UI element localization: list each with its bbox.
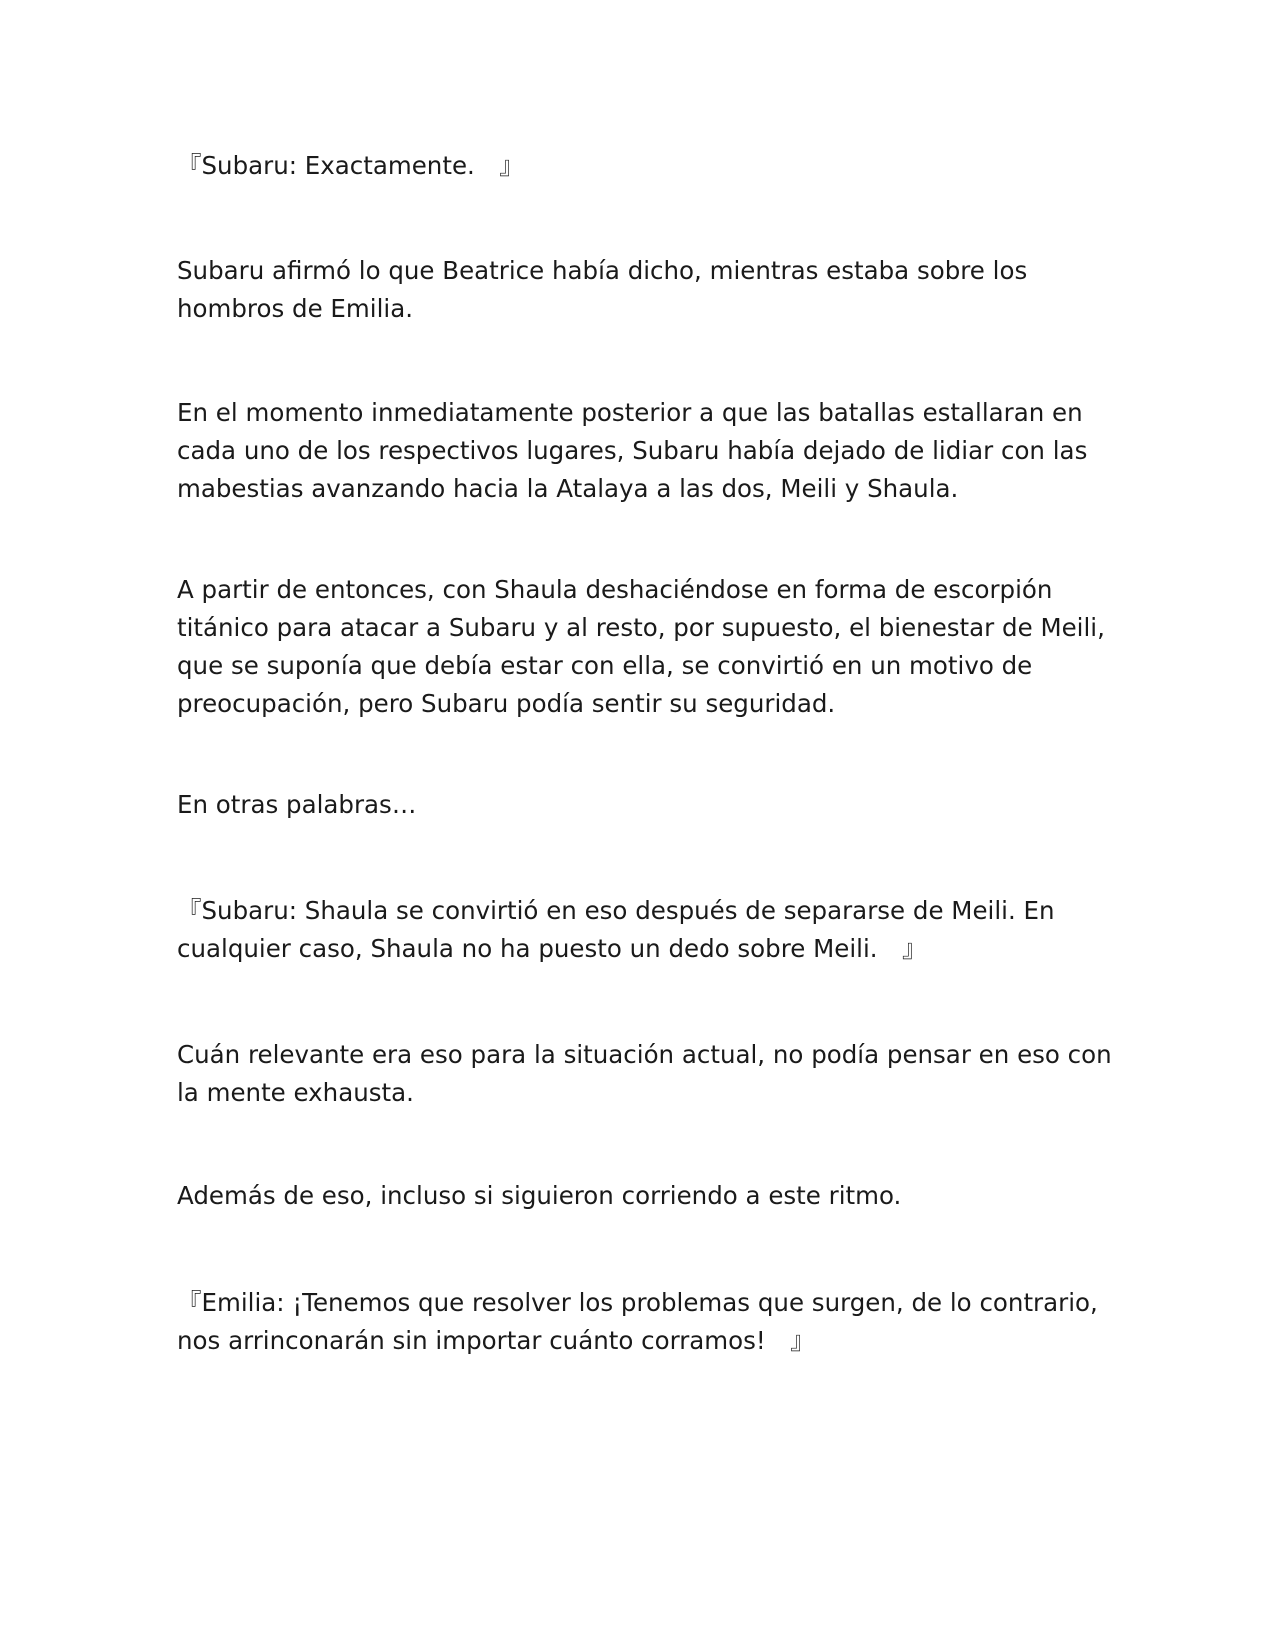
paragraph-dialogue-subaru-2: 『Subaru: Shaula se convirtió en eso después de separarse de Meili. En cualquier caso, Shaula no ha puesto un dedo sobre Meili. 』 (177, 896, 1055, 963)
paragraph-dialogue-subaru-1: 『Subaru: Exactamente. 』 (177, 151, 524, 180)
paragraph-narration-1: Subaru afirmó lo que Beatrice había dicho, mientras estaba sobre los hombros de Emilia. (177, 256, 1028, 323)
paragraph-narration-6: Además de eso, incluso si siguieron corriendo a este ritmo. (177, 1181, 902, 1210)
paragraph-narration-2: En el momento inmediatamente posterior a que las batallas estallaran en cada uno de los respectivos lugares, Subaru había dejado de lidiar con las mabestias avanzando hacia la Atalaya a las dos, Meili y Shaula. (177, 398, 1088, 503)
paragraph-dialogue-emilia: 『Emilia: ¡Tenemos que resolver los problemas que surgen, de lo contrario, nos arrinconarán sin importar cuánto corramos! 』 (177, 1288, 1098, 1355)
paragraph-narration-3: A partir de entonces, con Shaula deshaciéndose en forma de escorpión titánico para atacar a Subaru y al resto, por supuesto, el bienestar de Meili, que se suponía que debía estar con ella, se convirtió en un motivo de preocupación, pero Subaru podía sentir su seguridad. (177, 575, 1105, 718)
paragraph-narration-5: Cuán relevante era eso para la situación actual, no podía pensar en eso con la mente exhausta. (177, 1040, 1112, 1107)
paragraph-narration-4: En otras palabras… (177, 790, 417, 819)
